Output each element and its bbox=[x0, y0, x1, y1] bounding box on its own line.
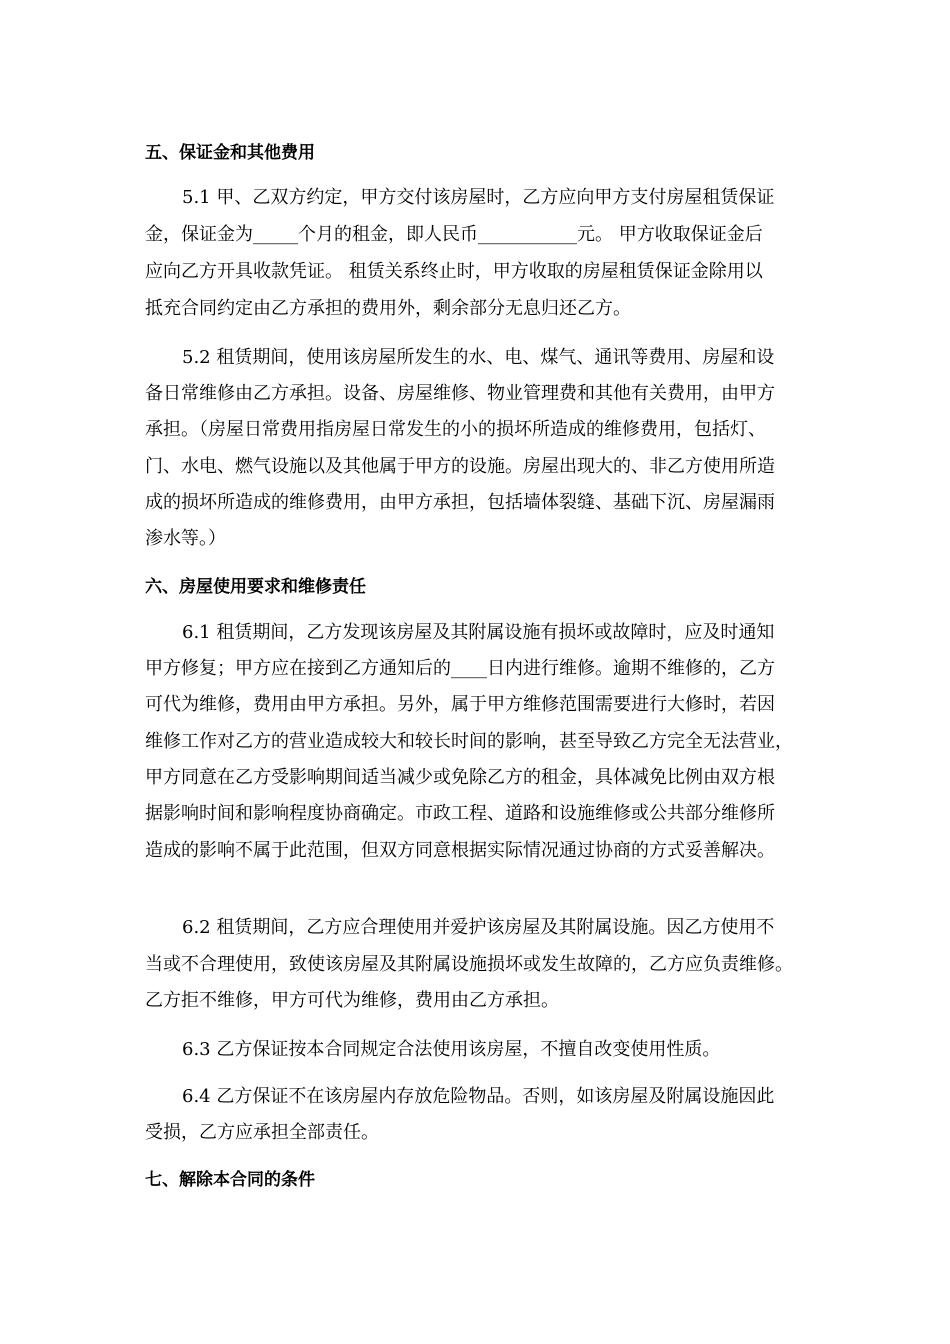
paragraph-line: 造成的影响不属于此范围，但双方同意根据实际情况通过协商的方式妥善解决。 bbox=[145, 840, 775, 861]
paragraph-line: 6.4 乙方保证不在该房屋内存放危险物品。否则，如该房屋及附属设施因此 bbox=[182, 1086, 775, 1107]
paragraph-line: 乙方拒不维修，甲方可代为维修，费用由乙方承担。 bbox=[145, 990, 559, 1011]
paragraph-line: 应向乙方开具收款凭证。 租赁关系终止时，甲方收取的房屋租赁保证金除用以 bbox=[145, 261, 763, 282]
paragraph-line: 门、水电、燃气设施以及其他属于甲方的设施。房屋出现大的、非乙方使用所造 bbox=[145, 456, 775, 477]
paragraph-line: 可代为维修，费用由甲方承担。另外，属于甲方维修范围需要进行大修时，若因 bbox=[145, 694, 775, 715]
paragraph-line: 5.1 甲、乙双方约定，甲方交付该房屋时，乙方应向甲方支付房屋租赁保证 bbox=[182, 187, 775, 208]
paragraph-line: 甲方修复；甲方应在接到乙方通知后的____日内进行维修。逾期不维修的，乙方 bbox=[145, 658, 775, 679]
paragraph-line: 承担。（房屋日常费用指房屋日常发生的小的损坏所造成的维修费用，包括灯、 bbox=[145, 419, 766, 440]
paragraph-line: 成的损坏所造成的维修费用，由甲方承担，包括墙体裂缝、基础下沉、房屋漏雨 bbox=[145, 492, 775, 513]
paragraph-line: 抵充合同约定由乙方承担的费用外，剩余部分无息归还乙方。 bbox=[145, 298, 631, 319]
paragraph-line: 5.2 租赁期间，使用该房屋所发生的水、电、煤气、通讯等费用、房屋和设 bbox=[182, 347, 775, 368]
paragraph-line: 当或不合理使用，致使该房屋及其附属设施损坏或发生故障的，乙方应负责维修。 bbox=[145, 954, 793, 975]
section-heading: 七、解除本合同的条件 bbox=[145, 1170, 315, 1190]
paragraph-line: 受损，乙方应承担全部责任。 bbox=[145, 1122, 379, 1143]
paragraph-line: 6.3 乙方保证按本合同规定合法使用该房屋，不擅自改变使用性质。 bbox=[182, 1039, 721, 1060]
section-heading: 五、保证金和其他费用 bbox=[145, 143, 315, 163]
paragraph-line: 维修工作对乙方的营业造成较大和较长时间的影响，甚至导致乙方完全无法营业， bbox=[145, 731, 793, 752]
paragraph-line: 金，保证金为_____个月的租金，即人民币___________元。 甲方收取保证金后 bbox=[145, 224, 763, 245]
paragraph-line: 甲方同意在乙方受影响期间适当减少或免除乙方的租金，具体减免比例由双方根 bbox=[145, 767, 775, 788]
paragraph-line: 6.2 租赁期间，乙方应合理使用并爱护该房屋及其附属设施。因乙方使用不 bbox=[182, 917, 775, 938]
section-heading: 六、房屋使用要求和维修责任 bbox=[145, 577, 366, 597]
paragraph-line: 渗水等。） bbox=[145, 528, 226, 549]
paragraph-line: 6.1 租赁期间，乙方发现该房屋及其附属设施有损坏或故障时，应及时通知 bbox=[182, 622, 775, 643]
paragraph-line: 备日常维修由乙方承担。设备、房屋维修、物业管理费和其他有关费用，由甲方 bbox=[145, 383, 775, 404]
paragraph-line: 据影响时间和影响程度协商确定。市政工程、道路和设施维修或公共部分维修所 bbox=[145, 803, 775, 824]
